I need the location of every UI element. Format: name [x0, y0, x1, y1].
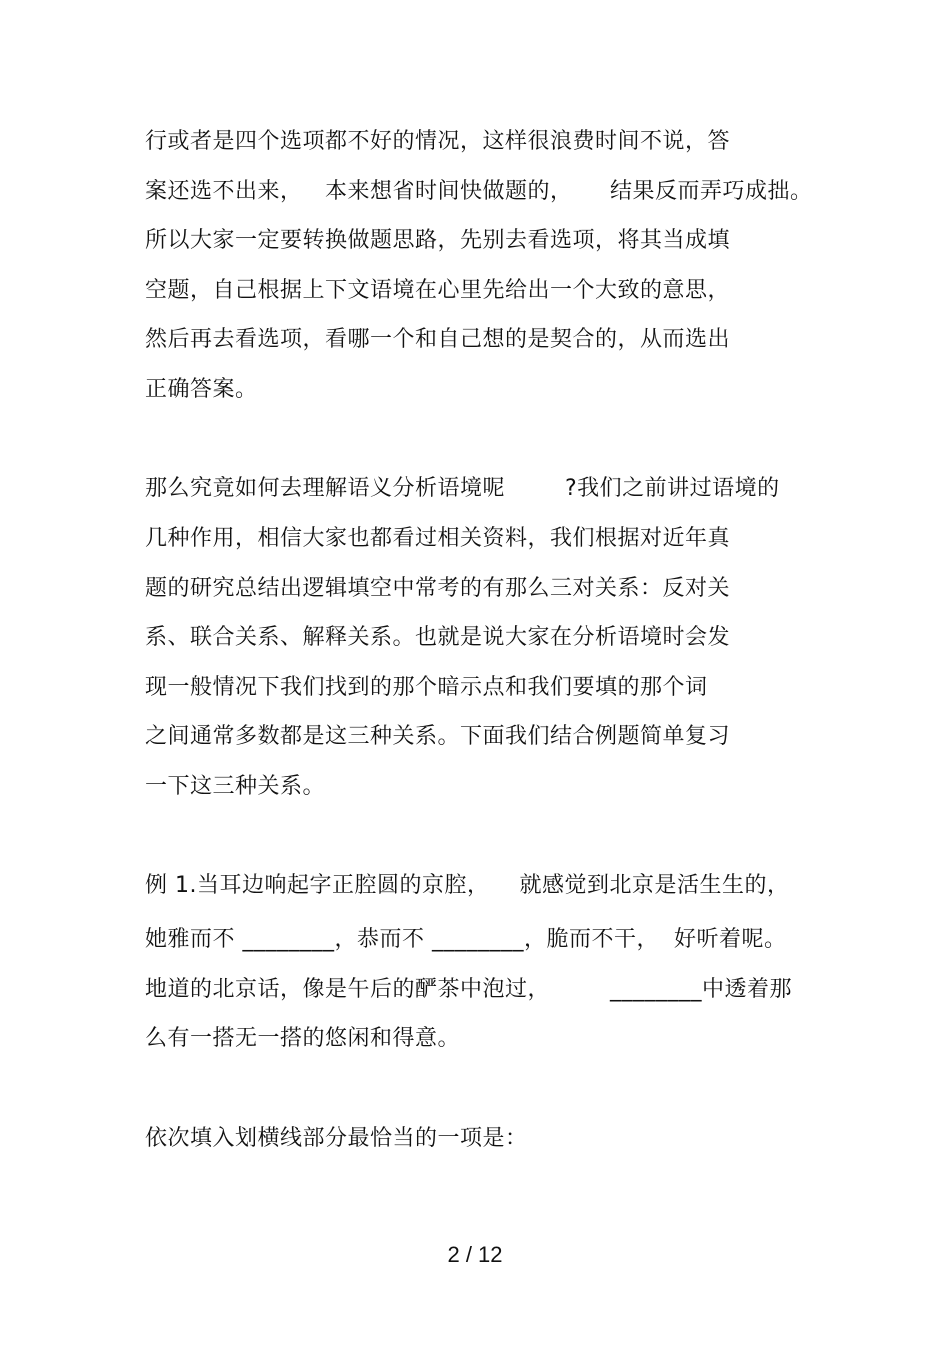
- text-line: 然后再去看选项，看哪一个和自己想的是契合的，从而选出: [145, 327, 731, 352]
- text-line: 那么究竟如何去理解语义分析语境呢 ?我们之前讲过语境的: [145, 476, 780, 501]
- text-line: 之间通常多数都是这三种关系。下面我们结合例题简单复习: [145, 724, 731, 749]
- text-line: 所以大家一定要转换做题思路，先别去看选项，将其当成填: [145, 228, 731, 253]
- text-line: 题的研究总结出逻辑填空中常考的有那么三对关系：反对关: [145, 576, 731, 601]
- text-line: 空题，自己根据上下文语境在心里先给出一个大致的意思，: [145, 278, 731, 303]
- text-line: 行或者是四个选项都不好的情况，这样很浪费时间不说，答: [145, 129, 731, 154]
- text-line: 正确答案。: [145, 377, 258, 402]
- example-line: 地道的北京话，像是午后的酽茶中泡过， ________中透着那: [145, 977, 792, 1002]
- text-line: 几种作用，相信大家也都看过相关资料，我们根据对近年真: [145, 526, 731, 551]
- text-line: 一下这三种关系。: [145, 774, 326, 799]
- example-line: 么有一搭无一搭的悠闲和得意。: [145, 1026, 461, 1051]
- example-line: 她雅而不 ________，恭而不 ________，脆而不干， 好听着呢。: [145, 927, 787, 952]
- text-line: 系、联合关系、解释关系。也就是说大家在分析语境时会发: [145, 625, 731, 650]
- question-prompt: 依次填入划横线部分最恰当的一项是：: [145, 1126, 528, 1151]
- text-line: 现一般情况下我们找到的那个暗示点和我们要填的那个词: [145, 675, 708, 700]
- text-line: 案还选不出来， 本来想省时间快做题的， 结果反而弄巧成拙。: [145, 179, 813, 204]
- example-line: 例 1.当耳边响起字正腔圆的京腔， 就感觉到北京是活生生的，: [145, 873, 790, 898]
- page-number: 2 / 12: [447, 1242, 503, 1267]
